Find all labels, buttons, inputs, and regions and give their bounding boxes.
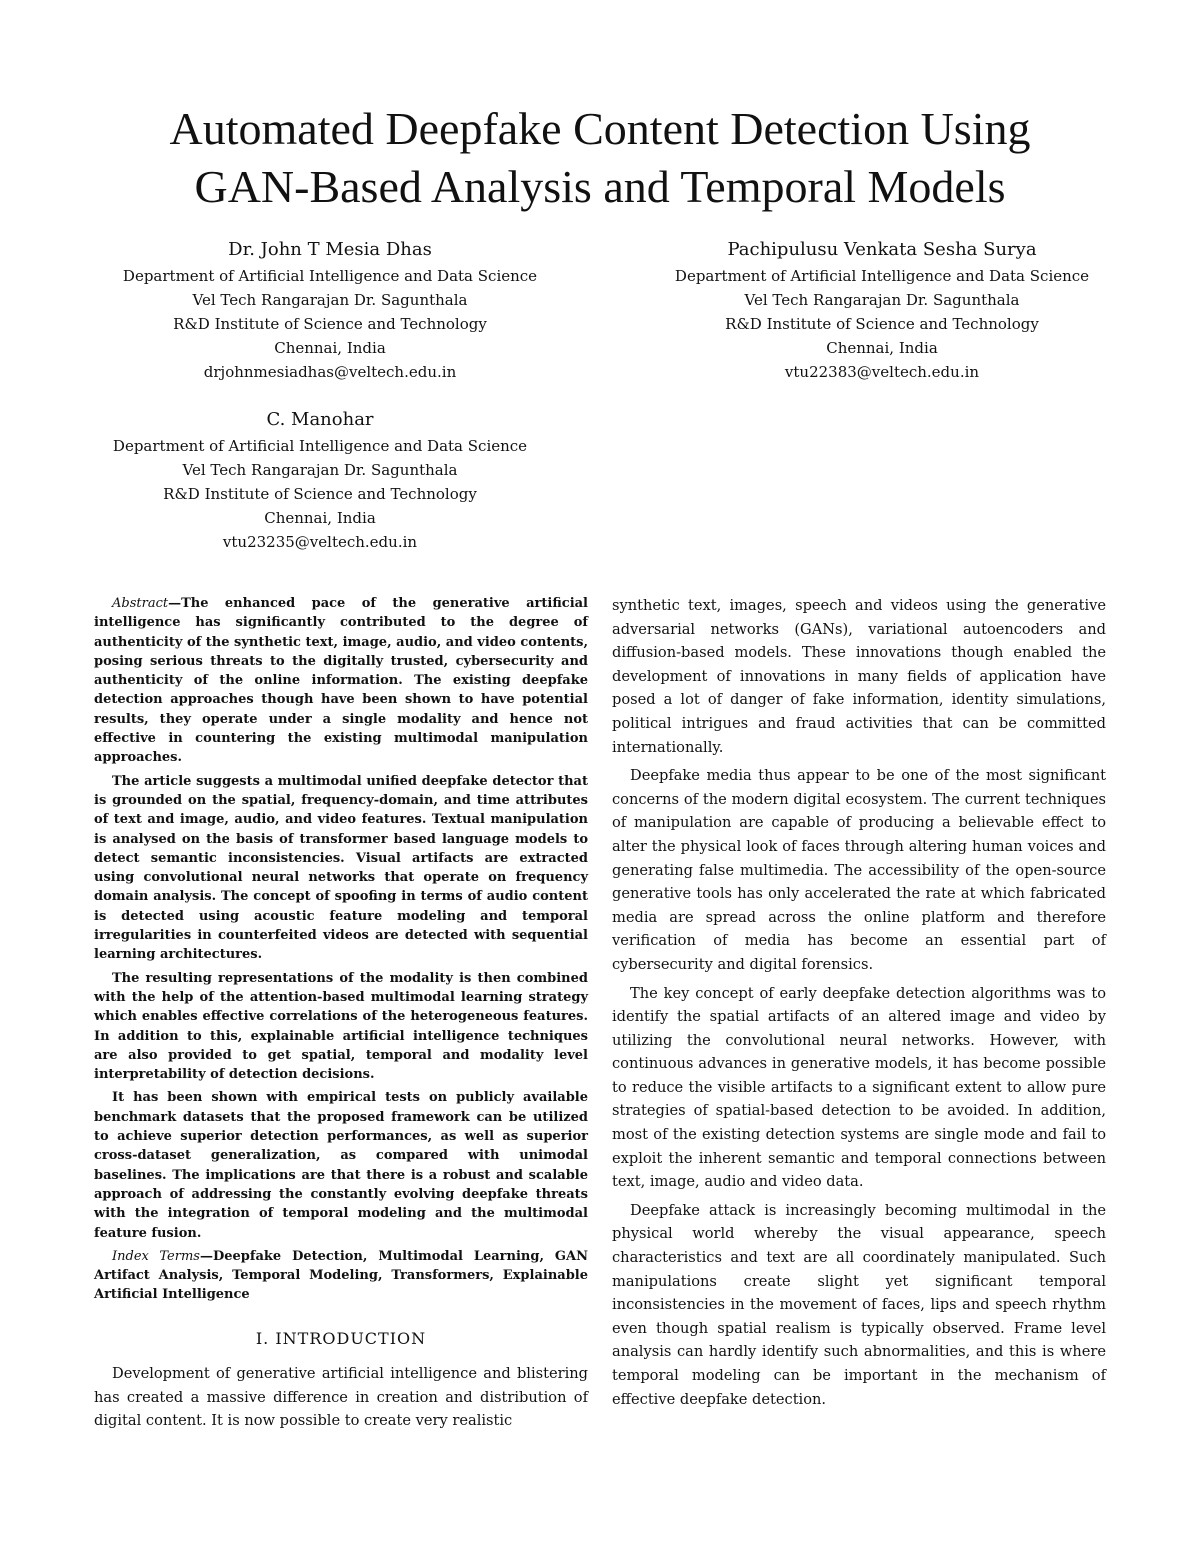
author-institute: Vel Tech Rangarajan Dr. Sagunthala (192, 291, 468, 309)
author-block-1 (110, 236, 550, 384)
author-institute: Vel Tech Rangarajan Dr. Sagunthala (182, 461, 458, 479)
author-name: Pachipulusu Venkata Sesha Surya (727, 239, 1037, 260)
index-terms-text: —Deepfake Detection, Multimodal Learning, GAN Artifact Analysis, Temporal Modeling, Transformers, Explainable Artificial Intelligence (94, 1248, 588, 1303)
author-name: C. Manohar (266, 409, 374, 430)
author-city: Chennai, India (264, 509, 376, 527)
author-email: vtu23235@veltech.edu.in (222, 533, 418, 551)
right-column (612, 594, 1106, 1411)
author-block-3 (100, 406, 540, 554)
index-terms (94, 1247, 588, 1305)
index-terms-label: Index Terms (112, 1248, 200, 1264)
author-email: drjohnmesiadhas@veltech.edu.in (203, 363, 457, 381)
paper-title (0, 100, 1200, 216)
intro-paragraph: The key concept of early deepfake detection algorithms was to identify the spatial artifacts of an altered image and video by utilizing the convolutional neural networks. However, with continuous advances in generative models, it has become possible to reduce the visible artifacts to a significant extent to allow pure strategies of spatial-based detection to be avoided. In addition, most of the existing detection systems are single mode and fail to exploit the inherent semantic and temporal connections between text, image, audio and video data. (612, 984, 1106, 1191)
author-department: Department of Artificial Intelligence and Data Science (112, 437, 528, 455)
abstract-paragraph: It has been shown with empirical tests on publicly available benchmark datasets that the proposed framework can be utilized to achieve superior detection performances, as well as superior cross-dataset generalization, as compared with unimodal baselines. The implications are that there is a robust and scalable approach of addressing the constantly evolving deepfake threats with the integration of temporal modeling and the multimodal feature fusion. (94, 1090, 588, 1241)
author-email: vtu22383@veltech.edu.in (784, 363, 980, 381)
abstract-text: —The enhanced pace of the generative artificial intelligence has significantly contributed to the degree of authenticity of the synthetic text, image, audio, and video contents, posing serious threats to the digitally trusted, cybersecurity and authenticity of the online information. The existing deepfake detection approaches though have been shown to have potential results, they operate under a single modality and hence not effective in countering the existing multimodal manipulation approaches. (94, 596, 588, 766)
author-institute: Vel Tech Rangarajan Dr. Sagunthala (744, 291, 1020, 309)
author-city: Chennai, India (826, 339, 938, 357)
author-institute: R&D Institute of Science and Technology (725, 315, 1039, 333)
intro-paragraph: Deepfake attack is increasingly becoming multimodal in the physical world whereby the visual appearance, speech characteristics and text are all coordinately manipulated. Such manipulations create slight yet significant temporal inconsistencies in the movement of faces, lips and speech rhythm even though spatial realism is typically observed. Frame level analysis can hardly identify such abnormalities, and this is where temporal modeling can be important in the mechanism of effective deepfake detection. (612, 1201, 1106, 1408)
title-line-2: GAN-Based Analysis and Temporal Models (194, 161, 1006, 212)
abstract-paragraph: The article suggests a multimodal unified deepfake detector that is grounded on the spatial, frequency-domain, and time attributes of text and image, audio, and video features. Textual manipulation is analysed on the basis of transformer based language models to detect semantic inconsistencies. Visual artifacts are extracted using convolutional neural networks that operate on frequency domain analysis. The concept of spoofing in terms of audio content is detected using acoustic feature modeling and temporal irregularities in counterfeited videos are detected with sequential learning architectures. (94, 773, 588, 963)
author-institute: R&D Institute of Science and Technology (163, 485, 477, 503)
title-line-1: Automated Deepfake Content Detection Using (169, 103, 1031, 154)
abstract-paragraph (94, 594, 588, 768)
author-name: Dr. John T Mesia Dhas (228, 239, 432, 260)
section-heading: I. INTRODUCTION (255, 1328, 427, 1348)
abstract-paragraph: The resulting representations of the modality is then combined with the help of the attention-based multimodal learning strategy which enables effective correlations of the heterogeneous features. In addition to this, explainable artificial intelligence techniques are also provided to get spatial, temporal and modality level interpretability of detection decisions. (94, 970, 588, 1083)
author-block-2 (662, 236, 1102, 384)
author-department: Department of Artificial Intelligence and Data Science (122, 267, 538, 285)
abstract-label: Abstract (112, 596, 169, 611)
intro-paragraph: synthetic text, images, speech and videos using the generative adversarial networks (GANs), variational autoencoders and diffusion-based models. These innovations though enabled the development of innovations in many fields of application have posed a lot of danger of fake information, identity simulations, political intrigues and fraud activities that can be committed internationally. (612, 597, 1106, 756)
author-department: Department of Artificial Intelligence and Data Science (674, 267, 1090, 285)
author-institute: R&D Institute of Science and Technology (173, 315, 487, 333)
author-city: Chennai, India (274, 339, 386, 357)
intro-paragraph: Deepfake media thus appear to be one of the most significant concerns of the modern digital ecosystem. The current techniques of manipulation are capable of producing a believable effect to alter the physical look of faces through altering human voices and generating false multimedia. The accessibility of the open-source generative tools has only accelerated the rate at which fabricated media are spread across the online platform and therefore verification of media has become an essential part of cybersecurity and digital forensics. (612, 767, 1106, 973)
left-column (94, 594, 588, 1433)
intro-paragraph: Development of generative artificial intelligence and blistering has created a massive difference in creation and distribution of digital content. It is now possible to create very realistic (94, 1364, 588, 1430)
